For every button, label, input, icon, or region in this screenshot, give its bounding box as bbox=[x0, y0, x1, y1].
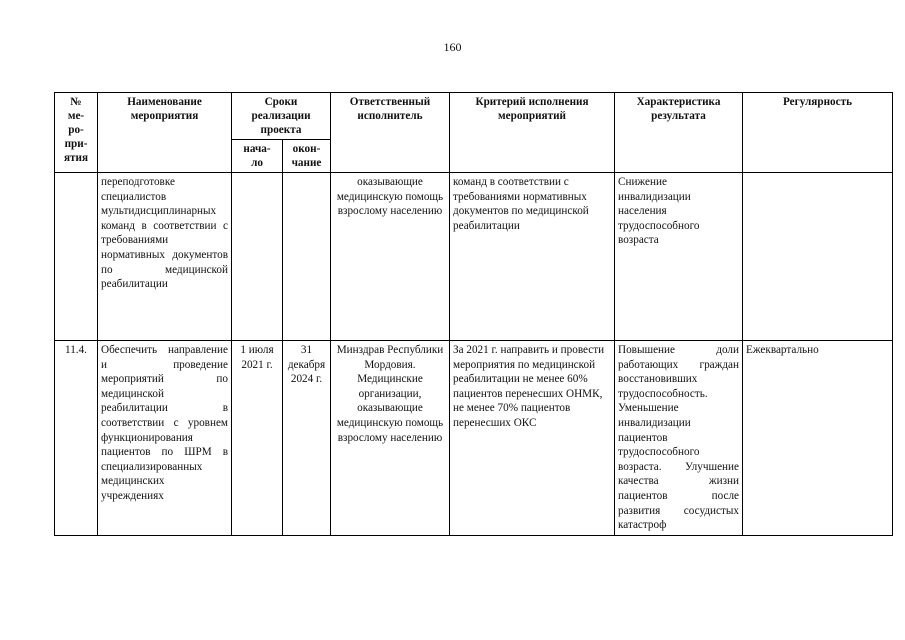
header-terms: Сроки реализации проекта bbox=[232, 93, 331, 140]
cell-regularity: Ежеквартально bbox=[743, 341, 893, 536]
header-criterion: Критерий исполнения мероприятий bbox=[450, 93, 615, 173]
header-number-label: № ме- ро- при- ятия bbox=[63, 96, 89, 164]
header-end-label: окон- чание bbox=[291, 143, 322, 169]
cell-end: 31 декабря 2024 г. bbox=[283, 341, 331, 536]
cell-executor: Минздрав Республики Мордовия. Медицинские организации, оказывающие медицинскую помощь взрослому населению bbox=[331, 341, 450, 536]
cell-name: Обеспечить направление и проведение мероприятий по медицинской реабилитации в соответствии с уровнем функционирования пациентов по ШРМ в специализированных медицинских учреждениях bbox=[98, 341, 232, 536]
table-row bbox=[55, 173, 893, 341]
activities-table bbox=[54, 92, 893, 536]
cell-number bbox=[55, 173, 98, 341]
header-start-label: нача- ло bbox=[243, 143, 271, 169]
cell-result: Повышение доли работающих граждан восстановивших трудоспособность. Уменьшение инвалидизации пациентов трудоспособного возраста. Улучшение качества жизни пациентов после развития сосудистых катастроф bbox=[615, 341, 743, 536]
cell-start bbox=[232, 173, 283, 341]
cell-regularity bbox=[743, 173, 893, 341]
table-header-row bbox=[55, 93, 893, 140]
cell-end bbox=[283, 173, 331, 341]
cell-number: 11.4. bbox=[55, 341, 98, 536]
cell-criterion: команд в соответствии с требованиями нормативных документов по медицинской реабилитации bbox=[450, 173, 615, 341]
header-start bbox=[232, 140, 283, 173]
header-name: Наименование мероприятия bbox=[98, 93, 232, 173]
page-number: 160 bbox=[443, 40, 462, 54]
header-result: Характеристика результата bbox=[615, 93, 743, 173]
cell-criterion: За 2021 г. направить и провести мероприятия по медицинской реабилитации не менее 60% пациентов перенесших ОНМК, не менее 70% пациентов перенесших ОКС bbox=[450, 341, 615, 536]
table-row bbox=[55, 341, 893, 536]
header-regularity: Регулярность bbox=[743, 93, 893, 173]
header-number bbox=[55, 93, 98, 173]
header-executor: Ответственный исполнитель bbox=[331, 93, 450, 173]
cell-name: переподготовке специалистов мультидисциплинарных команд в соответствии с требованиями нормативных документов по медицинской реабилитации bbox=[98, 173, 232, 341]
cell-executor: оказывающие медицинскую помощь взрослому населению bbox=[331, 173, 450, 341]
header-end bbox=[283, 140, 331, 173]
cell-result: Снижение инвалидизации населения трудоспособного возраста bbox=[615, 173, 743, 341]
cell-start: 1 июля 2021 г. bbox=[232, 341, 283, 536]
